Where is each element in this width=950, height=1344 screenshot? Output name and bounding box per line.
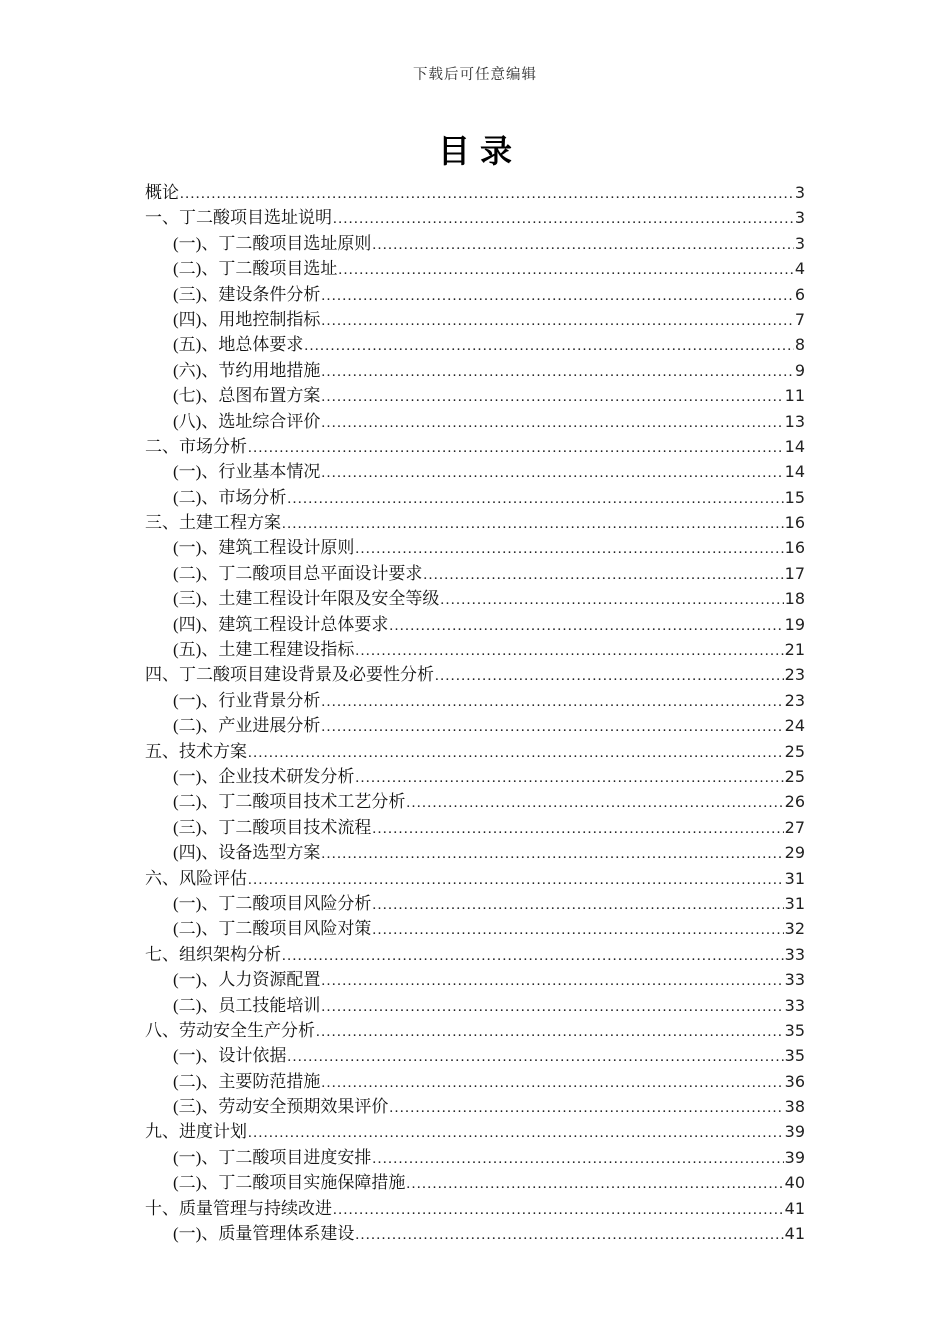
toc-entry-page: 23	[784, 690, 805, 710]
toc-entry[interactable]	[145, 307, 805, 332]
toc-entry[interactable]	[145, 1018, 805, 1043]
toc-entry[interactable]	[145, 891, 805, 916]
toc-entry[interactable]	[145, 180, 805, 205]
toc-entry-page: 18	[784, 589, 805, 609]
toc-entry-label: (一)、丁二酸项目风险分析	[173, 893, 372, 913]
toc-entry[interactable]	[145, 1094, 805, 1119]
toc-dot-leader	[321, 307, 793, 334]
toc-entry[interactable]	[145, 1170, 805, 1195]
toc-entry[interactable]	[145, 840, 805, 865]
toc-entry-page: 17	[784, 563, 805, 583]
toc-entry[interactable]	[145, 993, 805, 1018]
toc-entry-label: (二)、丁二酸项目技术工艺分析	[173, 792, 406, 812]
toc-entry-page: 19	[784, 614, 805, 634]
toc-entry[interactable]	[145, 282, 805, 307]
toc-dot-leader	[389, 1094, 783, 1121]
toc-dot-leader	[372, 1145, 783, 1172]
toc-entry-page: 33	[784, 944, 805, 964]
toc-entry-page: 35	[784, 1046, 805, 1066]
toc-dot-leader	[282, 942, 784, 969]
toc-dot-leader	[372, 815, 783, 842]
toc-entry-page: 8	[794, 335, 805, 355]
toc-dot-leader	[248, 739, 784, 766]
toc-entry[interactable]	[145, 1043, 805, 1068]
toc-title: 目录	[437, 133, 522, 169]
toc-dot-leader	[440, 586, 783, 613]
toc-entry-page: 24	[784, 716, 805, 736]
toc-entry-label: (一)、企业技术研发分析	[173, 766, 355, 786]
toc-dot-leader	[321, 967, 783, 994]
toc-entry[interactable]	[145, 205, 805, 230]
toc-entry-label: (四)、用地控制指标	[173, 309, 321, 329]
toc-entry-label: (四)、设备选型方案	[173, 843, 321, 863]
toc-entry-page: 35	[784, 1020, 805, 1040]
toc-dot-leader	[389, 612, 783, 639]
toc-entry-page: 21	[784, 640, 805, 660]
toc-dot-leader	[321, 688, 783, 715]
toc-entry-label: 十、质量管理与持续改进	[145, 1198, 332, 1218]
toc-entry-label: 六、风险评估	[145, 868, 247, 888]
toc-entry-label: (二)、产业进展分析	[173, 716, 321, 736]
toc-entry-label: (一)、设计依据	[173, 1046, 287, 1066]
toc-dot-leader	[355, 637, 783, 664]
toc-entry[interactable]	[145, 459, 805, 484]
toc-dot-leader	[406, 789, 783, 816]
toc-entry-label: (二)、丁二酸项目选址	[173, 259, 338, 279]
toc-dot-leader	[333, 1196, 784, 1223]
toc-entry[interactable]	[145, 231, 805, 256]
toc-entry-page: 29	[784, 843, 805, 863]
toc-entry-page: 27	[784, 817, 805, 837]
toc-entry-page: 39	[784, 1122, 805, 1142]
toc-entry-label: 概论	[145, 183, 179, 202]
toc-entry-label: 三、土建工程方案	[145, 513, 281, 533]
toc-entry-label: (七)、总图布置方案	[173, 386, 321, 406]
toc-dot-leader	[321, 1069, 783, 1096]
toc-entry[interactable]	[145, 535, 805, 560]
toc-entry-label: 七、组织架构分析	[145, 944, 281, 964]
toc-entry[interactable]	[145, 815, 805, 840]
toc-entry[interactable]	[145, 358, 805, 383]
toc-entry-page: 16	[784, 538, 805, 558]
toc-entry[interactable]	[145, 1196, 805, 1221]
toc-entry[interactable]	[145, 1119, 805, 1144]
toc-entry-label: (三)、劳动安全预期效果评价	[173, 1097, 389, 1117]
toc-dot-leader	[435, 662, 784, 689]
toc-entry-label: 九、进度计划	[145, 1122, 247, 1142]
toc-entry-page: 7	[794, 309, 805, 329]
toc-dot-leader	[316, 1018, 784, 1045]
toc-entry-page: 36	[784, 1071, 805, 1091]
toc-entry[interactable]	[145, 256, 805, 281]
toc-entry-label: (五)、地总体要求	[173, 335, 304, 355]
toc-entry-page: 26	[784, 792, 805, 812]
toc-entry[interactable]	[145, 434, 805, 459]
toc-entry-page: 31	[784, 868, 805, 888]
toc-entry-label: (一)、建筑工程设计原则	[173, 538, 355, 558]
toc-entry[interactable]	[145, 1069, 805, 1094]
toc-entry-page: 11	[784, 386, 805, 406]
toc-entry-page: 32	[784, 919, 805, 939]
toc-entry[interactable]	[145, 383, 805, 408]
toc-entry-page: 23	[784, 665, 805, 685]
toc-dot-leader	[321, 409, 783, 436]
toc-entry[interactable]	[145, 967, 805, 992]
toc-dot-leader	[248, 1119, 784, 1146]
toc-entry[interactable]	[145, 510, 805, 535]
toc-entry[interactable]	[145, 586, 805, 611]
toc-entry-page: 6	[794, 284, 805, 304]
toc-dot-leader	[287, 1043, 783, 1070]
toc-entry-page: 40	[784, 1173, 805, 1193]
toc-entry-page: 39	[784, 1147, 805, 1167]
toc-entry-label: 一、丁二酸项目选址说明	[145, 208, 332, 228]
toc-entry-label: 二、市场分析	[145, 436, 247, 456]
toc-entry-label: 八、劳动安全生产分析	[145, 1020, 315, 1040]
toc-entry[interactable]	[145, 662, 805, 687]
toc-entry-page: 41	[784, 1198, 805, 1218]
toc-entry-page: 25	[784, 766, 805, 786]
toc-entry[interactable]	[145, 612, 805, 637]
toc-entry-page: 3	[794, 183, 805, 202]
toc-entry-label: (二)、市场分析	[173, 487, 287, 507]
toc-entry-page: 16	[784, 513, 805, 533]
toc-entry-label: (一)、丁二酸项目进度安排	[173, 1147, 372, 1167]
toc-entry[interactable]	[145, 409, 805, 434]
toc-entry-label: 四、丁二酸项目建设背景及必要性分析	[145, 665, 434, 685]
toc-entry-page: 14	[784, 436, 805, 456]
toc-dot-leader	[406, 1170, 783, 1197]
toc-entry-label: (三)、土建工程设计年限及安全等级	[173, 589, 440, 609]
toc-entry-label: (二)、丁二酸项目风险对策	[173, 919, 372, 939]
toc-entry-page: 41	[784, 1224, 805, 1244]
toc-dot-leader	[321, 383, 783, 410]
toc-entry[interactable]	[145, 739, 805, 764]
toc-dot-leader	[321, 713, 783, 740]
toc-dot-leader	[321, 993, 783, 1020]
toc-entry-page: 3	[794, 208, 805, 228]
toc-entry-page: 33	[784, 970, 805, 990]
toc-dot-leader	[372, 891, 783, 918]
toc-dot-leader	[287, 485, 783, 512]
toc-entry-label: 五、技术方案	[145, 741, 247, 761]
toc-entry[interactable]	[145, 764, 805, 789]
toc-entry-label: (一)、丁二酸项目选址原则	[173, 233, 372, 253]
toc-entry-page: 3	[794, 233, 805, 253]
toc-dot-leader	[282, 510, 784, 537]
toc-dot-leader	[248, 866, 784, 893]
toc-entry-label: (三)、丁二酸项目技术流程	[173, 817, 372, 837]
toc-dot-leader	[372, 231, 793, 258]
toc-entry-page: 13	[784, 411, 805, 431]
toc-entry[interactable]	[145, 713, 805, 738]
toc-entry[interactable]	[145, 866, 805, 891]
toc-entry-label: (六)、节约用地措施	[173, 360, 321, 380]
toc-dot-leader	[355, 1221, 783, 1248]
toc-entry-label: (二)、丁二酸项目实施保障措施	[173, 1173, 406, 1193]
toc-list	[145, 180, 805, 1246]
toc-entry-label: (一)、行业基本情况	[173, 462, 321, 482]
toc-entry-label: (一)、质量管理体系建设	[173, 1224, 355, 1244]
toc-entry-page: 33	[784, 995, 805, 1015]
toc-dot-leader	[321, 840, 783, 867]
toc-dot-leader	[355, 535, 783, 562]
toc-dot-leader	[304, 332, 793, 359]
toc-dot-leader	[423, 561, 783, 588]
toc-dot-leader	[355, 764, 783, 791]
toc-entry[interactable]	[145, 1145, 805, 1170]
toc-entry[interactable]	[145, 332, 805, 357]
toc-entry-label: (八)、选址综合评价	[173, 411, 321, 431]
toc-entry-page: 25	[784, 741, 805, 761]
toc-entry[interactable]	[145, 637, 805, 662]
toc-dot-leader	[321, 459, 783, 486]
toc-entry-label: (一)、人力资源配置	[173, 970, 321, 990]
toc-entry-page: 14	[784, 462, 805, 482]
toc-dot-leader	[338, 256, 793, 283]
toc-entry[interactable]	[145, 1221, 805, 1246]
toc-entry-label: (二)、丁二酸项目总平面设计要求	[173, 563, 423, 583]
toc-dot-leader	[180, 180, 794, 207]
toc-entry[interactable]	[145, 789, 805, 814]
toc-entry[interactable]	[145, 916, 805, 941]
toc-entry-label: (二)、主要防范措施	[173, 1071, 321, 1091]
toc-dot-leader	[321, 358, 793, 385]
toc-entry-page: 9	[794, 360, 805, 380]
toc-entry-label: (四)、建筑工程设计总体要求	[173, 614, 389, 634]
toc-dot-leader	[248, 434, 784, 461]
toc-entry-page: 15	[784, 487, 805, 507]
toc-entry-label: (一)、行业背景分析	[173, 690, 321, 710]
edit-watermark-text: 下载后可任意编辑	[413, 67, 537, 83]
toc-entry[interactable]	[145, 688, 805, 713]
toc-dot-leader	[372, 916, 783, 943]
toc-entry[interactable]	[145, 561, 805, 586]
toc-dot-leader	[321, 282, 793, 309]
toc-entry-label: (二)、员工技能培训	[173, 995, 321, 1015]
toc-entry-label: (五)、土建工程建设指标	[173, 640, 355, 660]
toc-entry-page: 4	[794, 259, 805, 279]
toc-entry-page: 31	[784, 893, 805, 913]
toc-entry-page: 38	[784, 1097, 805, 1117]
toc-entry[interactable]	[145, 942, 805, 967]
toc-entry-label: (三)、建设条件分析	[173, 284, 321, 304]
toc-dot-leader	[333, 205, 794, 232]
toc-entry[interactable]	[145, 485, 805, 510]
